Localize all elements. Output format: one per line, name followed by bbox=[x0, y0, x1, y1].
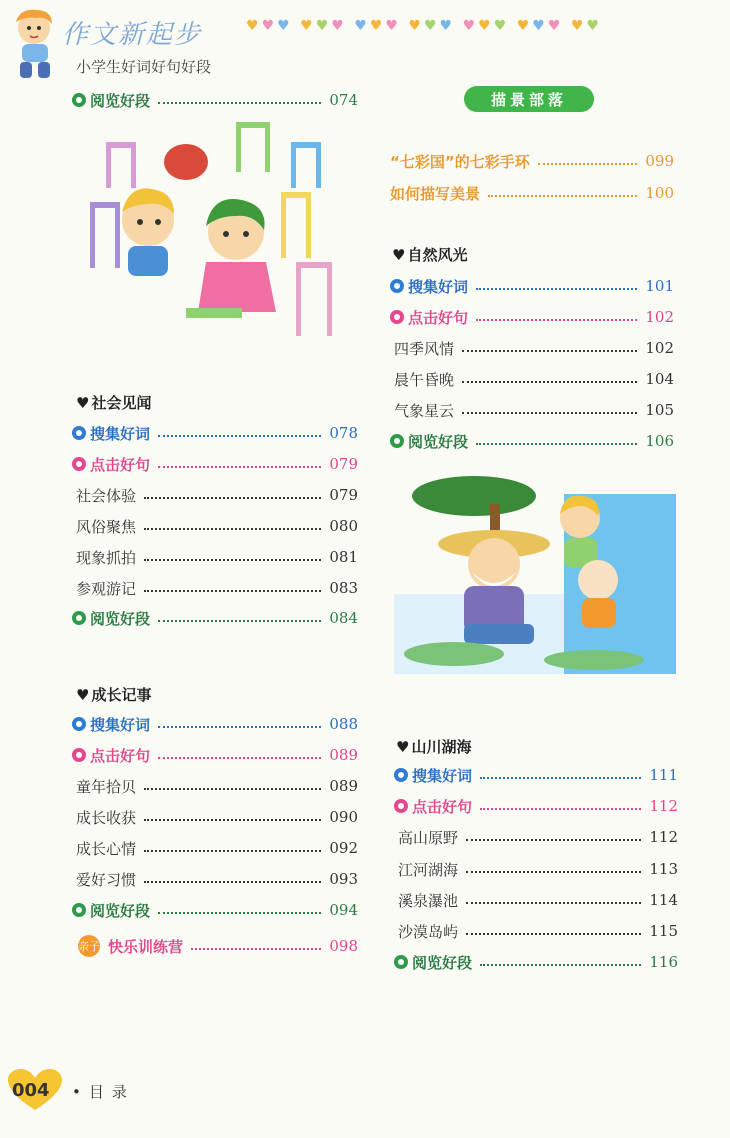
page-number: 079 bbox=[329, 455, 358, 473]
bullet-icon bbox=[72, 93, 86, 107]
toc-entry[interactable]: 江河湖海 113 bbox=[398, 860, 678, 879]
heart-icon: ♥ bbox=[392, 246, 406, 264]
page-number: 074 bbox=[329, 91, 358, 109]
page-number: 102 bbox=[645, 308, 674, 326]
page-number: 079 bbox=[329, 486, 358, 504]
page-number: 105 bbox=[645, 401, 674, 419]
heart-icon: ♥ bbox=[76, 686, 90, 704]
bullet-icon bbox=[72, 903, 86, 917]
toc-entry[interactable]: “七彩国”的七彩手环 099 bbox=[390, 152, 674, 171]
toc-entry[interactable]: 点击好句 089 bbox=[72, 742, 358, 768]
bullet-icon bbox=[390, 310, 404, 324]
bullet-icon bbox=[394, 768, 408, 782]
page-number: 090 bbox=[329, 808, 358, 826]
page-number: 112 bbox=[649, 828, 678, 846]
toc-entry[interactable]: 搜集好词 078 bbox=[72, 420, 358, 446]
section-title-mountains: ♥ 山川湖海 bbox=[396, 738, 472, 756]
toc-entry[interactable]: 点击好句 102 bbox=[390, 304, 674, 330]
footer-page-number: 004 bbox=[12, 1080, 50, 1101]
toc-entry[interactable]: 风俗聚焦 080 bbox=[76, 517, 358, 536]
toc-entry[interactable]: 高山原野 112 bbox=[398, 828, 678, 847]
toc-entry[interactable]: 阅览好段 106 bbox=[390, 428, 674, 454]
toc-entry[interactable]: 搜集好词 101 bbox=[390, 273, 674, 299]
page-number: 115 bbox=[649, 922, 678, 940]
page-number: 099 bbox=[645, 152, 674, 170]
section-title-nature: ♥ 自然风光 bbox=[392, 246, 468, 264]
bullet-icon bbox=[72, 457, 86, 471]
page-number: 078 bbox=[329, 424, 358, 442]
kids-with-chairs-illustration bbox=[86, 122, 344, 350]
page-number: 100 bbox=[645, 184, 674, 202]
toc-entry[interactable]: 阅览好段 074 bbox=[72, 87, 358, 113]
toc-entry[interactable]: 搜集好词 111 bbox=[394, 762, 678, 788]
toc-entry[interactable]: 阅览好段 084 bbox=[72, 605, 358, 631]
heart-icon: ♥ bbox=[76, 394, 90, 412]
page-number: 113 bbox=[649, 860, 678, 878]
grandpa-and-kids-illustration bbox=[394, 474, 676, 674]
page-number: 106 bbox=[645, 432, 674, 450]
series-title: 作文新起步 bbox=[62, 20, 203, 50]
toc-entry[interactable]: 晨午昏晚 104 bbox=[394, 370, 674, 389]
toc-entry[interactable]: 成长收获 090 bbox=[76, 808, 358, 827]
toc-entry[interactable]: 搜集好词 088 bbox=[72, 711, 358, 737]
section-badge-scenery: 描景部落 bbox=[464, 86, 594, 112]
toc-entry[interactable]: 成长心情 092 bbox=[76, 839, 358, 858]
child-mascot-illustration bbox=[6, 6, 66, 82]
toc-entry[interactable]: 沙漠岛屿 115 bbox=[398, 922, 678, 941]
bullet-icon bbox=[72, 748, 86, 762]
toc-entry[interactable]: 童年拾贝 089 bbox=[76, 777, 358, 796]
page-number: 083 bbox=[329, 579, 358, 597]
toc-entry[interactable]: 爱好习惯 093 bbox=[76, 870, 358, 889]
toc-entry[interactable]: 如何描写美景 100 bbox=[390, 184, 674, 203]
page-number: 101 bbox=[645, 277, 674, 295]
decorative-heart-border: ♥♥♥ ♥♥♥ ♥♥♥ ♥♥♥ ♥♥♥ ♥♥♥ ♥♥ bbox=[246, 18, 602, 34]
toc-entry[interactable]: 阅览好段 116 bbox=[394, 949, 678, 975]
toc-entry[interactable]: 气象星云 105 bbox=[394, 401, 674, 420]
page-number: 089 bbox=[329, 746, 358, 764]
page-number: 093 bbox=[329, 870, 358, 888]
toc-entry[interactable]: 点击好句 112 bbox=[394, 793, 678, 819]
page-number: 081 bbox=[329, 548, 358, 566]
page-number: 114 bbox=[649, 891, 678, 909]
toc-entry[interactable]: 参观游记 083 bbox=[76, 579, 358, 598]
footer-label: •目录 bbox=[72, 1083, 135, 1101]
bullet-icon bbox=[72, 426, 86, 440]
toc-entry[interactable]: 阅览好段 094 bbox=[72, 897, 358, 923]
page-number: 111 bbox=[649, 766, 678, 784]
section-title-growth: ♥ 成长记事 bbox=[76, 686, 152, 704]
bullet-icon bbox=[394, 799, 408, 813]
page-number: 092 bbox=[329, 839, 358, 857]
page-number: 089 bbox=[329, 777, 358, 795]
bullet-icon bbox=[390, 279, 404, 293]
bullet-icon bbox=[72, 611, 86, 625]
heart-icon: ♥ bbox=[396, 738, 410, 756]
page-number: 102 bbox=[645, 339, 674, 357]
page-number: 084 bbox=[329, 609, 358, 627]
section-title-social: ♥ 社会见闻 bbox=[76, 394, 152, 412]
toc-entry[interactable]: 溪泉瀑池 114 bbox=[398, 891, 678, 910]
bullet-icon bbox=[72, 717, 86, 731]
bullet-icon bbox=[390, 434, 404, 448]
page-number: 112 bbox=[649, 797, 678, 815]
page-number: 116 bbox=[649, 953, 678, 971]
toc-entry[interactable]: 社会体验 079 bbox=[76, 486, 358, 505]
toc-entry[interactable]: 现象抓拍 081 bbox=[76, 548, 358, 567]
toc-entry[interactable]: 点击好句 079 bbox=[72, 451, 358, 477]
parent-child-badge: 亲子 bbox=[78, 935, 100, 957]
page-number: 104 bbox=[645, 370, 674, 388]
toc-entry-training[interactable]: 亲子 快乐训练营 098 bbox=[78, 937, 358, 956]
bullet-icon bbox=[394, 955, 408, 969]
page-number: 080 bbox=[329, 517, 358, 535]
page-number: 088 bbox=[329, 715, 358, 733]
page-number: 094 bbox=[329, 901, 358, 919]
toc-entry[interactable]: 四季风情 102 bbox=[394, 339, 674, 358]
page-number: 098 bbox=[329, 937, 358, 955]
book-subtitle: 小学生好词好句好段 bbox=[76, 58, 212, 76]
